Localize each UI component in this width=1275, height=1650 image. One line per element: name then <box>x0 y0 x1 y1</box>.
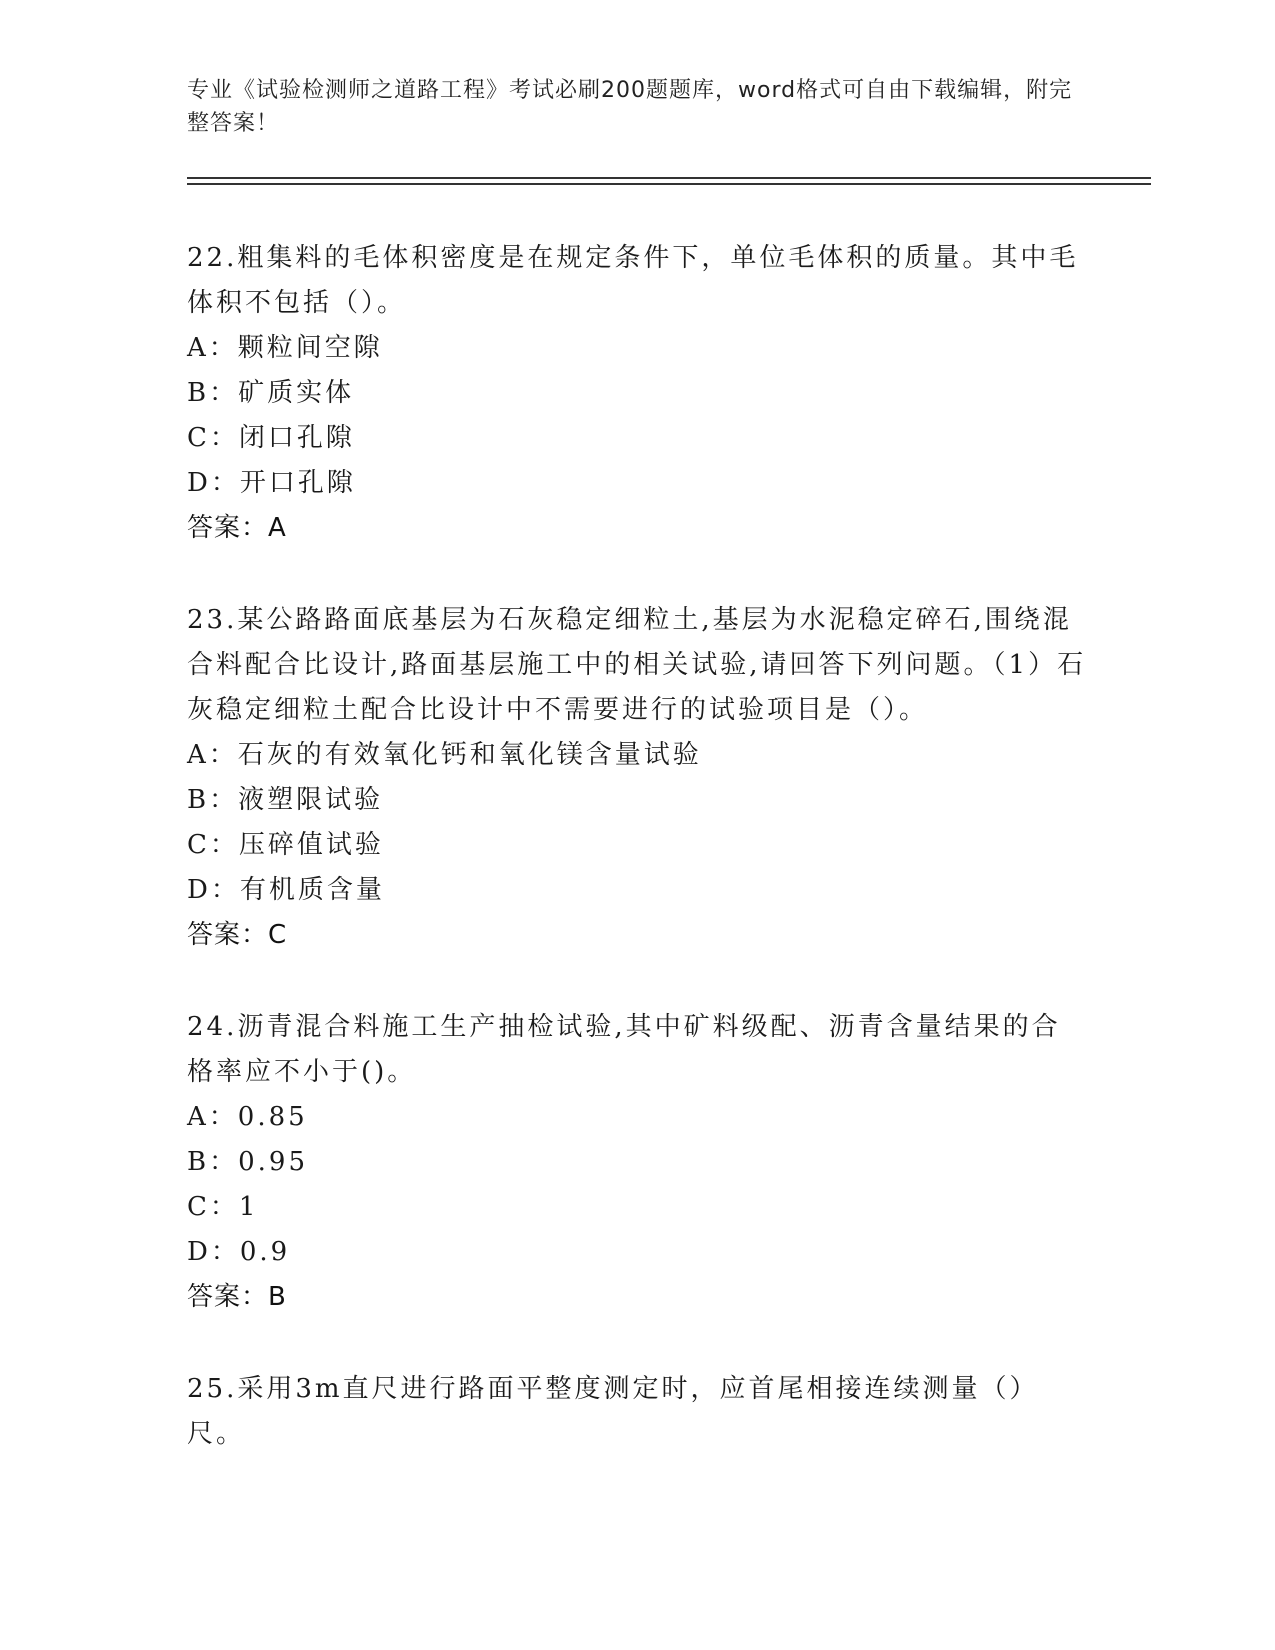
question-text: 25.采用3m直尺进行路面平整度测定时，应首尾相接连续测量（）尺。 <box>187 1374 1039 1449</box>
answer-text: 答案：A <box>187 513 287 543</box>
option-b: B：矿质实体 <box>187 378 355 408</box>
option-a: A：颗粒间空隙 <box>187 333 383 363</box>
option-a: A：0.85 <box>187 1102 308 1132</box>
answer-text: 答案：B <box>187 1282 287 1312</box>
header-divider-bottom <box>187 183 1151 185</box>
question-text: 24.沥青混合料施工生产抽检试验,其中矿料级配、沥青含量结果的合格率应不小于()。 <box>187 1012 1061 1087</box>
option-c: C：1 <box>187 1192 259 1222</box>
question-24 <box>187 1005 1087 1320</box>
option-b: B：0.95 <box>187 1147 308 1177</box>
option-d: D：开口孔隙 <box>187 468 356 498</box>
option-a: A：石灰的有效氧化钙和氧化镁含量试验 <box>187 740 702 770</box>
option-d: D：有机质含量 <box>187 875 385 905</box>
option-d: D：0.9 <box>187 1237 291 1267</box>
option-c: C：压碎值试验 <box>187 830 384 860</box>
question-text: 23.某公路路面底基层为石灰稳定细粒土,基层为水泥稳定碎石,围绕混合料配合比设计,路面基层施工中的相关试验,请回答下列问题。（1）石灰稳定细粒土配合比设计中不需要进行的试验项目是（）。 <box>187 605 1087 725</box>
question-22 <box>187 236 1087 551</box>
question-25 <box>187 1367 1087 1457</box>
option-b: B：液塑限试验 <box>187 785 384 815</box>
answer-text: 答案：C <box>187 920 288 950</box>
question-list <box>187 236 1087 1504</box>
question-text: 22.粗集料的毛体积密度是在规定条件下，单位毛体积的质量。其中毛体积不包括（）。 <box>187 243 1079 318</box>
option-c: C：闭口孔隙 <box>187 423 355 453</box>
document-header: 专业《试验检测师之道路工程》考试必刷200题题库，word格式可自由下载编辑，附完整答案！ <box>187 78 1073 136</box>
question-23 <box>187 598 1087 958</box>
header-divider-top <box>187 177 1151 179</box>
